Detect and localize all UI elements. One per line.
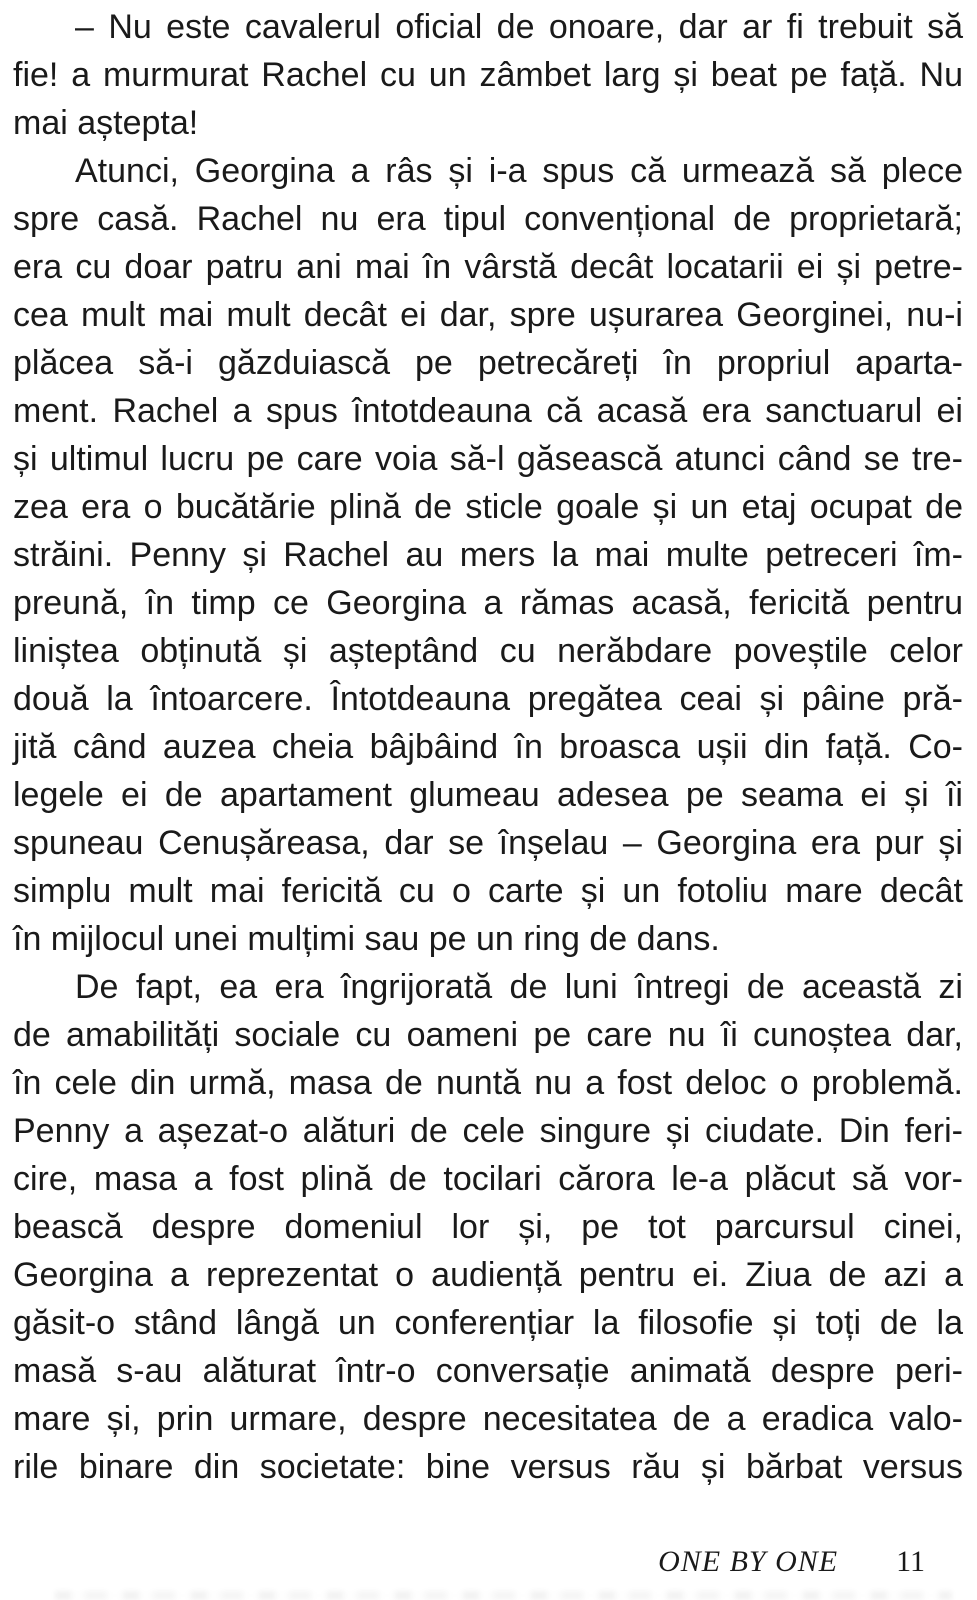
page-footer bbox=[658, 1543, 925, 1581]
text-line: legele ei de apartament glumeau adesea pe seama ei și îi bbox=[13, 776, 963, 814]
text-line: liniștea obținută și așteptând cu nerăbdare poveștile celor bbox=[13, 632, 963, 670]
text-line: două la întoarcere. Întotdeauna pregătea ceai și pâine pră- bbox=[13, 680, 963, 718]
page-text bbox=[13, 3, 963, 1491]
text-line: în cele din urmă, masa de nuntă nu a fost deloc o problemă. bbox=[13, 1064, 963, 1102]
text-line: mai aștepta! bbox=[13, 104, 199, 142]
text-line: masă s-au alăturat într-o conversație animată despre peri- bbox=[13, 1352, 963, 1390]
text-line: de amabilități sociale cu oameni pe care nu îi cunoștea dar, bbox=[13, 1016, 963, 1054]
text-line: Atunci, Georgina a râs și i-a spus că urmează să plece bbox=[75, 152, 963, 190]
text-line: Penny a așezat-o alături de cele singure și ciudate. Din feri- bbox=[13, 1112, 963, 1150]
text-line: rile binare din societate: bine versus rău și bărbat versus bbox=[13, 1448, 963, 1486]
text-line: spuneau Cenușăreasa, dar se înșelau – Georgina era pur și bbox=[13, 824, 963, 862]
text-line: jită când auzea cheia bâjbâind în broasca ușii din față. Co- bbox=[13, 728, 963, 766]
text-line: zea era o bucătărie plină de sticle goale și un etaj ocupat de bbox=[13, 488, 963, 526]
text-line: simplu mult mai fericită cu o carte și un fotoliu mare decât bbox=[13, 872, 963, 910]
next-page-bleed bbox=[55, 1591, 952, 1600]
text-line: mare și, prin urmare, despre necesitatea de a eradica valo- bbox=[13, 1400, 963, 1438]
text-line: spre casă. Rachel nu era tipul convențional de proprietară; bbox=[13, 200, 963, 238]
text-line: De fapt, ea era îngrijorată de luni întregi de această zi bbox=[75, 968, 963, 1006]
running-title: ONE BY ONE bbox=[658, 1545, 839, 1578]
text-line: Georgina a reprezentat o audiență pentru ei. Ziua de azi a bbox=[13, 1256, 963, 1294]
page-number: 11 bbox=[896, 1545, 925, 1578]
text-line: preună, în timp ce Georgina a rămas acasă, fericită pentru bbox=[13, 584, 963, 622]
text-line: plăcea să-i găzduiască pe petrecăreți în propriul aparta- bbox=[13, 344, 963, 382]
text-line: și ultimul lucru pe care voia să-l găsească atunci când se tre- bbox=[13, 440, 963, 478]
text-line: – Nu este cavalerul oficial de onoare, dar ar fi trebuit să bbox=[75, 8, 963, 46]
text-line: în mijlocul unei mulțimi sau pe un ring de dans. bbox=[13, 920, 720, 958]
text-line: cire, masa a fost plină de tocilari cărora le-a plăcut să vor- bbox=[13, 1160, 963, 1198]
text-line: bească despre domeniul lor și, pe tot parcursul cinei, bbox=[13, 1208, 963, 1246]
text-line: ment. Rachel a spus întotdeauna că acasă era sanctuarul ei bbox=[13, 392, 963, 430]
text-line: cea mult mai mult decât ei dar, spre ușurarea Georginei, nu-i bbox=[13, 296, 963, 334]
text-line: fie! a murmurat Rachel cu un zâmbet larg și beat pe față. Nu bbox=[13, 56, 963, 94]
text-line: găsit-o stând lângă un conferențiar la filosofie și toți de la bbox=[13, 1304, 963, 1342]
text-line: străini. Penny și Rachel au mers la mai multe petreceri îm- bbox=[13, 536, 963, 574]
text-line: era cu doar patru ani mai în vârstă decât locatarii ei și petre- bbox=[13, 248, 963, 286]
